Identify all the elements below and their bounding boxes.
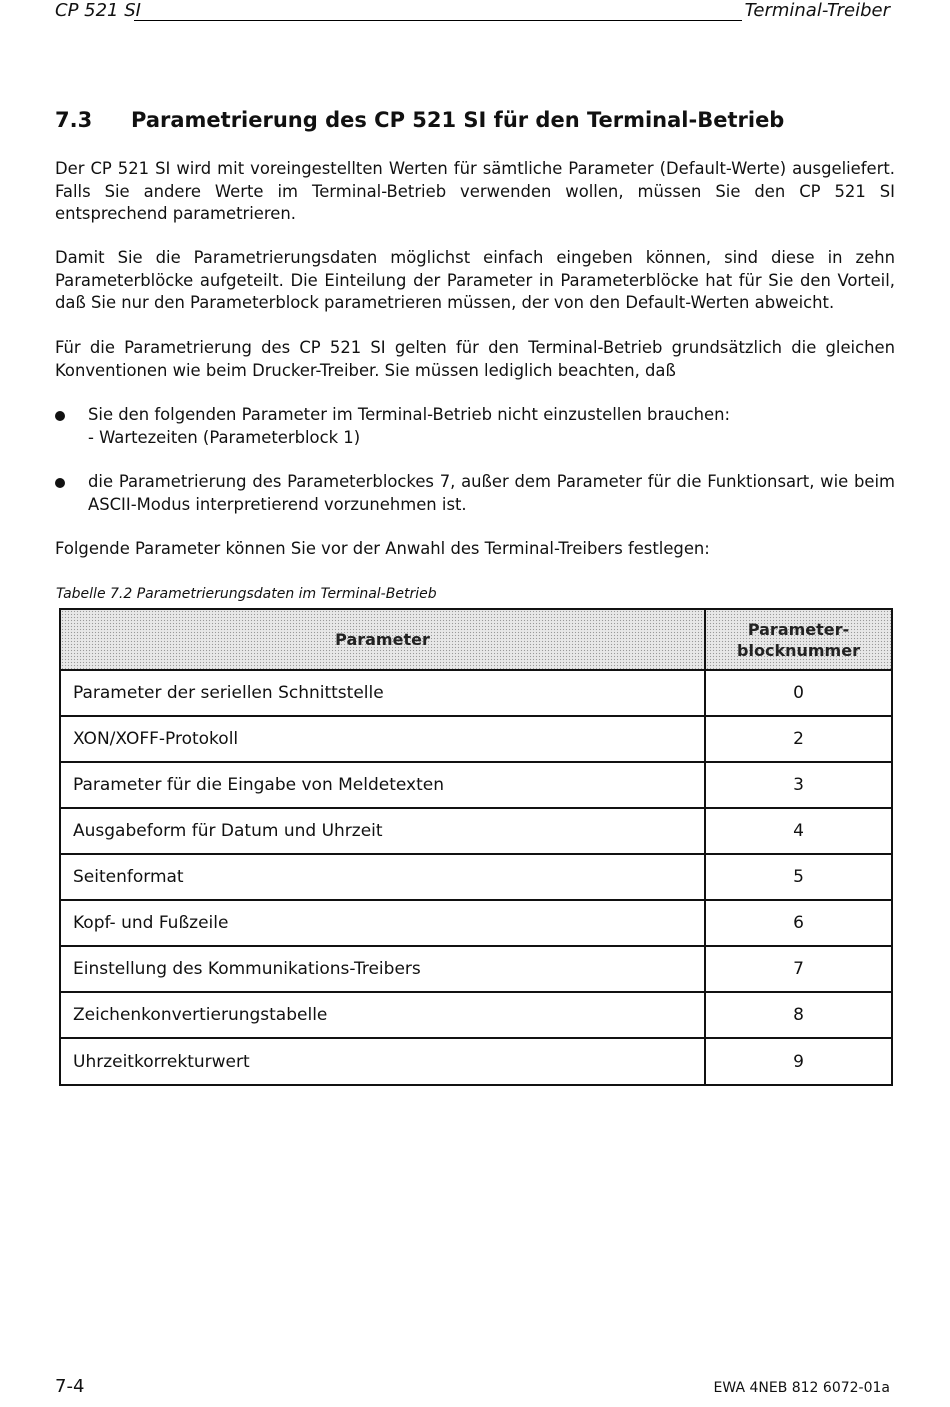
table-row [60,854,892,900]
section-number: 7.3 [55,108,93,132]
parameter-name: Zeichenkonvertierungstabelle [60,992,705,1038]
parameter-name: XON/XOFF-Protokoll [60,716,705,762]
header-left: CP 521 SI [55,0,141,21]
table-row [60,992,892,1038]
block-number: 9 [705,1038,892,1085]
section-title: Parametrierung des CP 521 SI für den Terminal-Betrieb [131,108,785,132]
page-number: 7-4 [55,1376,85,1397]
document-code: EWA 4NEB 812 6072-01a [713,1380,890,1396]
block-number: 6 [705,900,892,946]
table-row [60,670,892,716]
block-number: 4 [705,808,892,854]
table-row [60,900,892,946]
parameter-name: Parameter der seriellen Schnittstelle [60,670,705,716]
bullet-text: die Parametrierung des Parameterblockes 7, außer dem Parameter für die Funktionsart, wie beim ASCII-Modus interpretierend vorzunehmen ist. [88,472,895,514]
parameter-name: Einstellung des Kommunikations-Treibers [60,946,705,992]
table-row [60,1038,892,1085]
table-row [60,808,892,854]
paragraph-conventions: Für die Parametrierung des CP 521 SI gelten für den Terminal-Betrieb grundsätzlich die gleichen Konventionen wie beim Drucker-Treiber. Sie müssen lediglich beachten, daß [55,338,895,380]
table-row [60,716,892,762]
header-rule [134,20,742,21]
section-heading [55,106,784,134]
table-caption: Tabelle 7.2 Parametrierungsdaten im Terminal-Betrieb [56,586,437,602]
bullet-item-2 [55,471,895,516]
column-header-blocknumber-line1: Parameter- [747,619,850,639]
table-row [60,946,892,992]
paragraph-table-intro: Folgende Parameter können Sie vor der Anwahl des Terminal-Treibers festlegen: [55,539,710,558]
bullet-item-1 [55,404,895,449]
bullet-dot-icon [55,411,65,421]
parameter-name: Ausgabeform für Datum und Uhrzeit [60,808,705,854]
parameter-name: Uhrzeitkorrekturwert [60,1038,705,1085]
block-number: 7 [705,946,892,992]
column-header-blocknumber [705,609,892,670]
block-number: 5 [705,854,892,900]
block-number: 3 [705,762,892,808]
paragraph-default-values: Der CP 521 SI wird mit voreingestellten Werten für sämtliche Parameter (Default-Werte) ausgeliefert. Falls Sie andere Werte im Terminal-Betrieb verwenden wollen, müssen Sie den CP 521 SI entsprechend parametrieren. [55,159,895,223]
block-number: 8 [705,992,892,1038]
block-number: 2 [705,716,892,762]
table-row [60,762,892,808]
parameter-table [59,608,893,1086]
bullet-sub-item: - Wartezeiten (Parameterblock 1) [88,427,361,447]
header-right: Terminal-Treiber [744,0,890,21]
block-number: 0 [705,670,892,716]
bullet-text: Sie den folgenden Parameter im Terminal-Betrieb nicht einzustellen brauchen: [88,405,731,424]
column-header-parameter: Parameter [60,609,705,670]
column-header-blocknumber-line2: blocknummer [737,640,860,660]
parameter-name: Parameter für die Eingabe von Meldetexten [60,762,705,808]
paragraph-parameter-blocks: Damit Sie die Parametrierungsdaten möglichst einfach eingeben können, sind diese in zehn Parameterblöcke aufgeteilt. Die Einteilung der Parameter in Parameterblöcke hat für Sie den Vorteil, daß Sie nur den Parameterblock parametrieren müssen, der von den Default-Werten abweicht. [55,248,895,312]
parameter-name: Seitenformat [60,854,705,900]
parameter-name: Kopf- und Fußzeile [60,900,705,946]
bullet-dot-icon [55,478,65,488]
